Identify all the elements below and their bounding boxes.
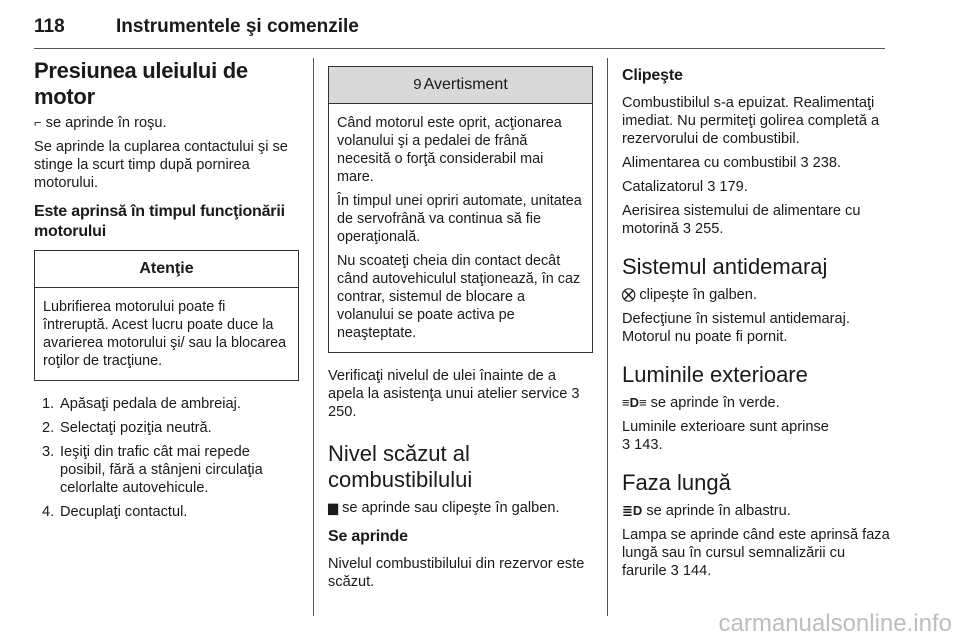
column-1 [34,58,299,527]
fuel-pump-icon: ▆ [328,500,338,515]
caution-title: Atenţie [35,251,298,288]
ref-line: Alimentarea cu combustibil 3 238. [622,155,842,171]
exterior-lights-heading: Luminile exterioare [622,362,808,387]
steps-list [34,395,299,521]
watermark: carmanualsonline.info [718,610,952,637]
page-header [34,10,885,49]
high-beam-text: Lampa se aprinde când este aprinsă faza lungă sau în cursul semnalizării cu farurile 3 144. [622,527,890,579]
oil-can-icon: ⌐ [34,115,42,130]
list-item: 3. Ieşiţi din trafic cât mai repede posibil, fără a stânjeni circulaţia celorlalte autovehicule. [42,444,263,496]
caution-body [35,288,298,380]
warning-body [329,104,592,352]
page-number: 118 [34,16,65,37]
exterior-lights-icon: ≡D≡ [622,395,647,410]
ref-line: Catalizatorul 3 179. [622,179,748,195]
column-divider-2 [607,58,608,616]
blinks-text: Combustibilul s-a epuizat. Realimentaţi imediat. Nu permiteţi golirea completă a rezervorului de combustibil. [622,95,880,147]
low-fuel-desc: Nivelul combustibilului din rezervor este scăzut. [328,556,585,590]
page-ref-link[interactable]: 3 143. [622,437,663,453]
warning-title-bar [329,67,592,104]
low-fuel-heading: Nivel scăzut al combustibilului [328,441,473,492]
immobiliser-heading: Sistemul antidemaraj [622,254,828,279]
page-ref-link[interactable]: 3 179. [707,179,748,195]
running-heading: Este aprinsă în timpul funcţionării motorului [34,203,285,240]
exterior-lights-text: Luminile exterioare sunt aprinse 3 143. [622,419,829,453]
exterior-lights-status: ≡D≡ se aprinde în verde. [622,395,780,411]
page-ref-link[interactable]: 3 238. [800,155,842,171]
warning-box [328,66,593,353]
warning-paragraph: Când motorul este oprit, acţionarea volanului şi a pedalei de frână necesită o forţă considerabil mai mare. [337,115,562,185]
page-ref-link[interactable]: 3 255. [682,221,724,237]
car-key-icon: ⛒ [622,287,636,302]
oil-pressure-status-text: se aprinde în roşu. [45,115,167,131]
warning-title: Avertisment [423,76,508,93]
warning-triangle-icon: 9 [413,76,422,93]
page-title: Instrumentele şi comenzile [116,16,359,37]
lights-on-heading: Se aprinde [328,528,408,545]
low-fuel-status: ▆ se aprinde sau clipeşte în galben. [328,500,560,516]
immobiliser-text: Defecţiune în sistemul antidemaraj. Motorul nu poate fi pornit. [622,311,850,345]
column-3 [622,58,890,586]
column-divider-1 [313,58,314,616]
high-beam-status: ≣D se aprinde în albastru. [622,503,791,519]
high-beam-icon: ≣D [622,503,643,518]
warning-paragraph: În timpul unei opriri automate, unitatea de servofrână va continua să fie operaţională. [337,193,582,245]
list-item: 2. Selectaţi poziţia neutră. [42,420,212,436]
caution-box [34,250,299,381]
column-2 [328,58,593,597]
warning-paragraph: Nu scoateţi cheia din contact decât când autovehiculul staţionează, în caz contrar, sistemul de blocare a volanului se poate activa pe neaşteptate. [337,253,581,341]
high-beam-heading: Faza lungă [622,470,731,495]
oil-pressure-desc: Se aprinde la cuplarea contactului şi se stinge la scurt timp după pornirea motorului. [34,139,288,191]
caution-text: Lubrifierea motorului poate fi întreruptă. Acest lucru poate duce la avarierea motorului şi/ sau la blocarea roţilor de tracţiune. [43,299,287,369]
ref-line: Aerisirea sistemului de alimentare cu motorină 3 255. [622,203,861,237]
list-item: 1. Apăsaţi pedala de ambreiaj. [42,396,241,412]
list-item: 4. Decuplaţi contactul. [42,504,188,520]
blinks-heading: Clipeşte [622,67,683,84]
page-ref-link[interactable]: 3 250. [328,386,580,420]
immobiliser-status: ⛒ clipeşte în galben. [622,287,757,303]
oil-pressure-status [34,114,299,132]
page-ref-link[interactable]: 3 144. [670,563,712,579]
check-oil-text: Verificaţi nivelul de ulei înainte de a apela la asistenţa unui atelier service 3 250. [328,368,580,420]
oil-pressure-heading: Presiunea uleiului de motor [34,58,248,109]
